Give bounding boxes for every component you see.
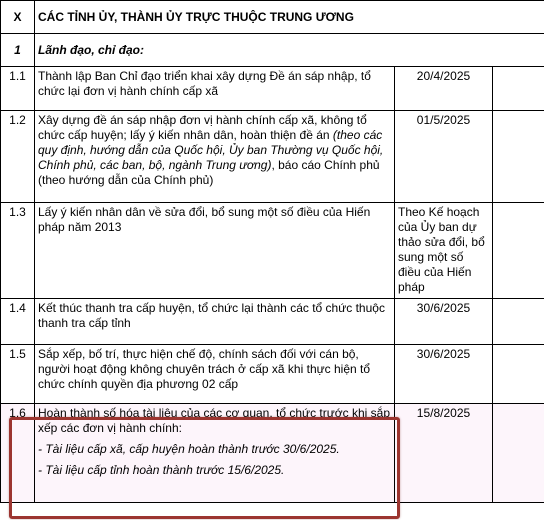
row-number: 1.3 <box>1 203 35 299</box>
row-task-italic: (theo các quy định, hướng dẫn của Quốc hội, Ủy ban Thường vụ Quốc hội, Chính phủ, các ban, bộ, ngành Trung ương) <box>38 128 384 172</box>
section-number: X <box>1 1 35 34</box>
row-task-text-end: , báo cáo Chính phủ (theo hướng dẫn của Chính phủ) <box>38 158 380 187</box>
row-number: 1.5 <box>1 345 35 404</box>
row-deadline: 30/6/2025 <box>395 299 493 345</box>
row-note <box>493 203 544 299</box>
row-task: Sắp xếp, bố trí, thực hiện chế độ, chính sách đối với cán bộ, người hoạt động không chuyên trách ở cấp xã khi thực hiện tổ chức chính quyền địa phương 02 cấp <box>35 345 395 404</box>
table-row <box>1 299 544 345</box>
row-deadline: Theo Kế hoạch của Ủy ban dự thảo sửa đổi, bổ sung một số điều của Hiến pháp <box>395 203 493 299</box>
row-deadline: 01/5/2025 <box>395 111 493 203</box>
row-number: 1.2 <box>1 111 35 203</box>
row-note <box>493 67 544 111</box>
table-row-highlighted <box>1 404 544 503</box>
table-row <box>1 111 544 203</box>
row-note <box>493 111 544 203</box>
row-task <box>35 404 395 503</box>
row-bullet-district: - Tài liệu cấp xã, cấp huyện hoàn thành trước 30/6/2025. <box>38 442 340 456</box>
subsection-title: Lãnh đạo, chỉ đạo: <box>35 34 544 67</box>
row-note <box>493 345 544 404</box>
section-row <box>1 1 544 34</box>
row-deadline: 15/8/2025 <box>395 404 493 503</box>
row-number: 1.4 <box>1 299 35 345</box>
row-task <box>35 111 395 203</box>
row-note <box>493 299 544 345</box>
row-task: Lấy ý kiến nhân dân về sửa đổi, bổ sung một số điều của Hiến pháp năm 2013 <box>35 203 395 299</box>
row-deadline: 20/4/2025 <box>395 67 493 111</box>
row-bullet-province: - Tài liệu cấp tỉnh hoàn thành trước 15/6/2025. <box>38 463 285 477</box>
row-task: Thành lập Ban Chỉ đạo triển khai xây dựng Đề án sáp nhập, tổ chức lại đơn vị hành chính cấp xã <box>35 67 395 111</box>
table-row <box>1 345 544 404</box>
table-row <box>1 203 544 299</box>
row-note <box>493 404 544 503</box>
row-task: Kết thúc thanh tra cấp huyện, tổ chức lại thành các tổ chức thuộc thanh tra cấp tỉnh <box>35 299 395 345</box>
row-task-text: Hoàn thành số hóa tài liệu của các cơ quan, tổ chức trước khi sắp xếp các đơn vị hành chính: <box>38 406 390 435</box>
row-task-text: Xây dựng đề án sáp nhập đơn vị hành chính cấp xã, không tổ chức cấp huyện; lấy ý kiến nhân dân, hoàn thiện đề án <box>38 113 367 142</box>
subsection-row <box>1 34 544 67</box>
row-number: 1.6 <box>1 404 35 503</box>
row-number: 1.1 <box>1 67 35 111</box>
row-deadline: 30/6/2025 <box>395 345 493 404</box>
table-row <box>1 67 544 111</box>
subsection-number: 1 <box>1 34 35 67</box>
section-title: CÁC TỈNH ỦY, THÀNH ỦY TRỰC THUỘC TRUNG ƯƠNG <box>35 1 544 34</box>
